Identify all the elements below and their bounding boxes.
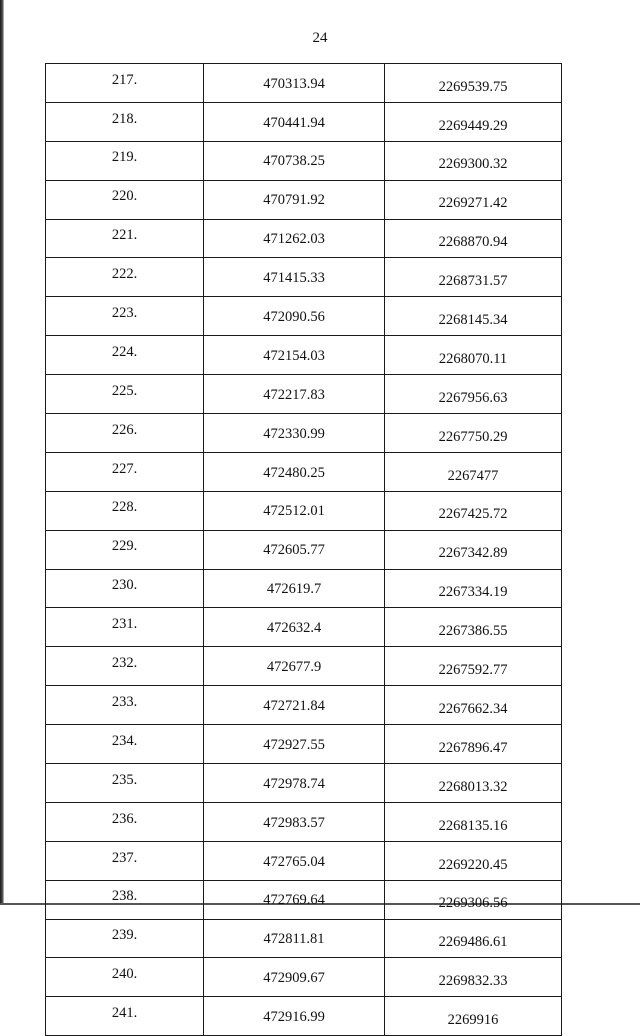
table-row: [46, 647, 562, 686]
point-number-cell: 227.: [46, 452, 204, 491]
y-coordinate-cell: 2269832.33: [385, 958, 562, 997]
point-number-cell: 235.: [46, 764, 204, 803]
point-number-cell: 241.: [46, 997, 204, 1036]
table-row: [46, 180, 562, 219]
y-coordinate-cell: 2269306.56: [385, 880, 562, 919]
table-row: [46, 880, 562, 919]
point-number-cell: 224.: [46, 336, 204, 375]
point-number-cell: 219.: [46, 141, 204, 180]
table-row: [46, 297, 562, 336]
y-coordinate-cell: 2269300.32: [385, 141, 562, 180]
y-coordinate-cell: 2268731.57: [385, 258, 562, 297]
x-coordinate-cell: 472721.84: [204, 686, 385, 725]
point-number-cell: 228.: [46, 491, 204, 530]
y-coordinate-cell: 2267956.63: [385, 375, 562, 414]
point-number-cell: 221.: [46, 219, 204, 258]
point-number-cell: 233.: [46, 686, 204, 725]
x-coordinate-cell: 472605.77: [204, 530, 385, 569]
y-coordinate-cell: 2269271.42: [385, 180, 562, 219]
point-number-cell: 217.: [46, 64, 204, 103]
x-coordinate-cell: 470313.94: [204, 64, 385, 103]
coordinate-table-body: [46, 64, 562, 1036]
x-coordinate-cell: 472811.81: [204, 919, 385, 958]
y-coordinate-cell: 2267386.55: [385, 608, 562, 647]
point-number-cell: 222.: [46, 258, 204, 297]
table-row: [46, 764, 562, 803]
table-row: [46, 530, 562, 569]
x-coordinate-cell: 472330.99: [204, 414, 385, 453]
point-number-cell: 234.: [46, 725, 204, 764]
y-coordinate-cell: 2269449.29: [385, 102, 562, 141]
page-number: 24: [312, 30, 328, 46]
point-number-cell: 231.: [46, 608, 204, 647]
table-row: [46, 958, 562, 997]
point-number-cell: 226.: [46, 414, 204, 453]
y-coordinate-cell: 2269486.61: [385, 919, 562, 958]
y-coordinate-cell: 2267342.89: [385, 530, 562, 569]
y-coordinate-cell: 2269220.45: [385, 841, 562, 880]
table-row: [46, 375, 562, 414]
x-coordinate-cell: 472978.74: [204, 764, 385, 803]
point-number-cell: 218.: [46, 102, 204, 141]
point-number-cell: 230.: [46, 569, 204, 608]
y-coordinate-cell: 2267477: [385, 452, 562, 491]
table-row: [46, 686, 562, 725]
y-coordinate-cell: 2268070.11: [385, 336, 562, 375]
x-coordinate-cell: 472480.25: [204, 452, 385, 491]
table-row: [46, 452, 562, 491]
table-row: [46, 725, 562, 764]
y-coordinate-cell: 2267425.72: [385, 491, 562, 530]
point-number-cell: 238.: [46, 880, 204, 919]
table-row: [46, 64, 562, 103]
coordinate-table: [45, 63, 562, 1036]
x-coordinate-cell: 472512.01: [204, 491, 385, 530]
point-number-cell: 240.: [46, 958, 204, 997]
y-coordinate-cell: 2268870.94: [385, 219, 562, 258]
y-coordinate-cell: 2267334.19: [385, 569, 562, 608]
table-row: [46, 997, 562, 1036]
scan-left-edge: [0, 0, 4, 905]
x-coordinate-cell: 470791.92: [204, 180, 385, 219]
table-row: [46, 608, 562, 647]
x-coordinate-cell: 472632.4: [204, 608, 385, 647]
x-coordinate-cell: 472909.67: [204, 958, 385, 997]
y-coordinate-cell: 2267750.29: [385, 414, 562, 453]
x-coordinate-cell: 472677.9: [204, 647, 385, 686]
table-row: [46, 141, 562, 180]
table-row: [46, 258, 562, 297]
y-coordinate-cell: 2268145.34: [385, 297, 562, 336]
point-number-cell: 237.: [46, 841, 204, 880]
x-coordinate-cell: 472217.83: [204, 375, 385, 414]
point-number-cell: 232.: [46, 647, 204, 686]
table-row: [46, 219, 562, 258]
point-number-cell: 225.: [46, 375, 204, 414]
table-row: [46, 841, 562, 880]
table-row: [46, 491, 562, 530]
x-coordinate-cell: 472090.56: [204, 297, 385, 336]
y-coordinate-cell: 2267592.77: [385, 647, 562, 686]
table-row: [46, 336, 562, 375]
x-coordinate-cell: 471415.33: [204, 258, 385, 297]
y-coordinate-cell: 2267662.34: [385, 686, 562, 725]
x-coordinate-cell: 472916.99: [204, 997, 385, 1036]
x-coordinate-cell: 472154.03: [204, 336, 385, 375]
point-number-cell: 223.: [46, 297, 204, 336]
y-coordinate-cell: 2268013.32: [385, 764, 562, 803]
table-row: [46, 569, 562, 608]
x-coordinate-cell: 470441.94: [204, 102, 385, 141]
y-coordinate-cell: 2268135.16: [385, 802, 562, 841]
y-coordinate-cell: 2267896.47: [385, 725, 562, 764]
point-number-cell: 229.: [46, 530, 204, 569]
x-coordinate-cell: 472619.7: [204, 569, 385, 608]
x-coordinate-cell: 470738.25: [204, 141, 385, 180]
y-coordinate-cell: 2269539.75: [385, 64, 562, 103]
x-coordinate-cell: 472769.64: [204, 880, 385, 919]
point-number-cell: 236.: [46, 802, 204, 841]
x-coordinate-cell: 472765.04: [204, 841, 385, 880]
y-coordinate-cell: 2269916: [385, 997, 562, 1036]
point-number-cell: 220.: [46, 180, 204, 219]
table-row: [46, 919, 562, 958]
table-row: [46, 102, 562, 141]
table-row: [46, 414, 562, 453]
point-number-cell: 239.: [46, 919, 204, 958]
x-coordinate-cell: 471262.03: [204, 219, 385, 258]
x-coordinate-cell: 472983.57: [204, 802, 385, 841]
x-coordinate-cell: 472927.55: [204, 725, 385, 764]
table-row: [46, 802, 562, 841]
